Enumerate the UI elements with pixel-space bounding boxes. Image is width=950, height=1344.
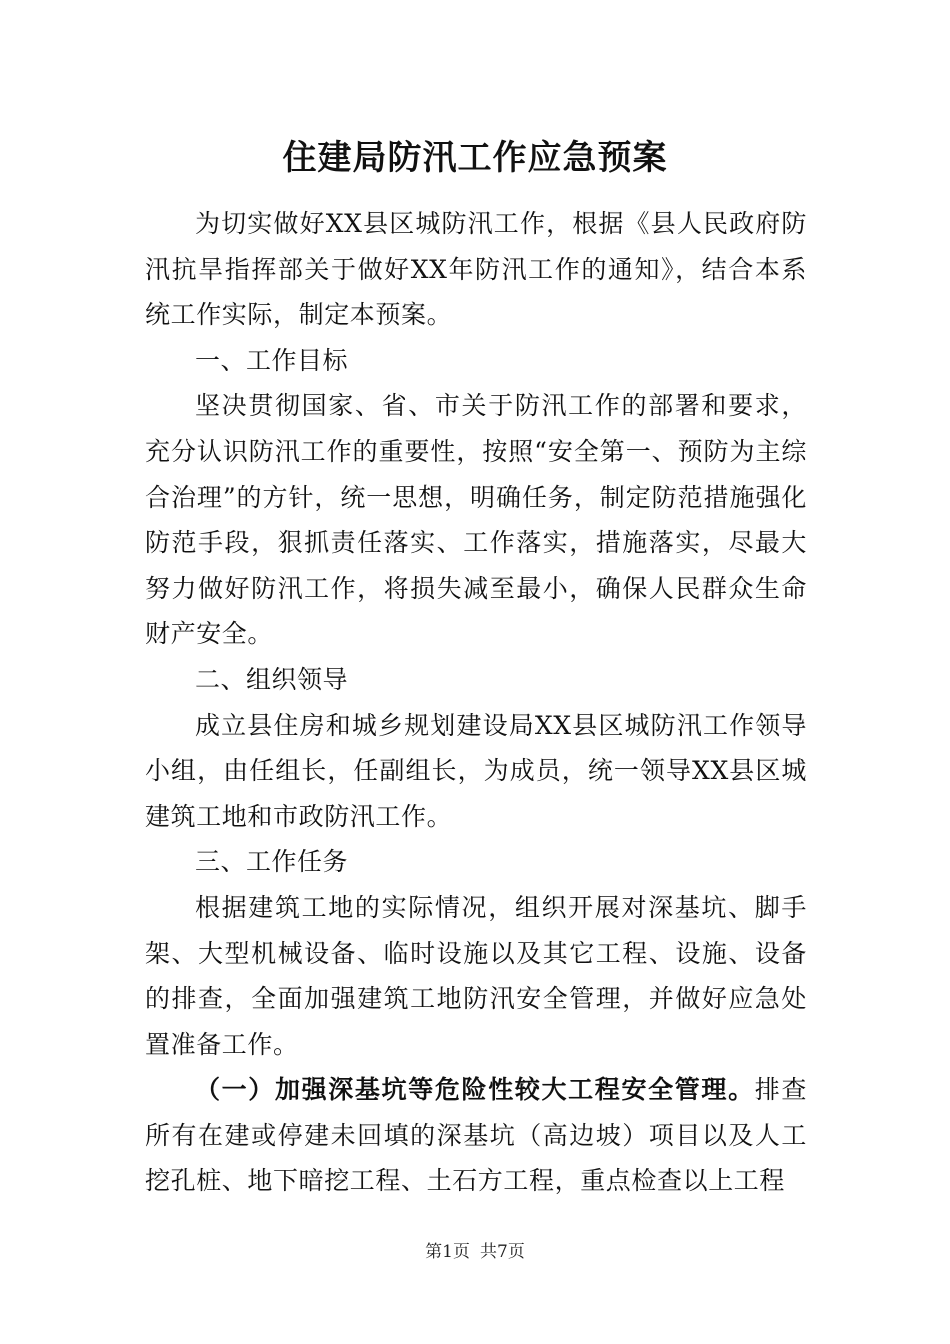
- section-heading-organization: 二、组织领导: [195, 664, 349, 694]
- subsection-heading: （一）加强深基坑等危险性较大工程安全管理。: [195, 1075, 755, 1105]
- page-footer: [0, 1240, 950, 1264]
- section-heading-tasks: 三、工作任务: [195, 847, 349, 877]
- subsection-paragraph: [145, 1067, 807, 1204]
- section-body-goals: 坚决贯彻国家、省、市关于防汛工作的部署和要求，充分认识防汛工作的重要性，按照“安全第一、预防为主综合治理”的方针，统一思想，明确任务，制定防范措施强化防范手段，狠抓责任落实、工作落实，措施落实，尽最大努力做好防汛工作，将损失减至最小，确保人民群众生命财产安全。: [145, 391, 807, 649]
- document-body: [145, 201, 807, 1204]
- section-body-tasks: 根据建筑工地的实际情况，组织开展对深基坑、脚手架、大型机械设备、临时设施以及其它工程、设施、设备的排查，全面加强建筑工地防汛安全管理，并做好应急处置准备工作。: [145, 892, 807, 1059]
- page-number-current: 第1页: [425, 1242, 470, 1262]
- page-number-total: 共7页: [480, 1242, 525, 1262]
- section-heading-goals: 一、工作目标: [195, 345, 349, 375]
- subsection-body: 排查所有在建或停建未回填的深基坑（高边坡）项目以及人工挖孔桩、地下暗挖工程、土石方工程，重点检查以上工程: [145, 1075, 808, 1196]
- section-body-organization: 成立县住房和城乡规划建设局XX县区城防汛工作领导小组，由任组长，任副组长，为成员，统一领导XX县区城建筑工地和市政防汛工作。: [145, 710, 807, 831]
- intro-paragraph: 为切实做好XX县区城防汛工作，根据《县人民政府防汛抗旱指挥部关于做好XX年防汛工作的通知》，结合本系统工作实际，制定本预案。: [145, 209, 807, 330]
- document-title: 住建局防汛工作应急预案: [282, 138, 668, 178]
